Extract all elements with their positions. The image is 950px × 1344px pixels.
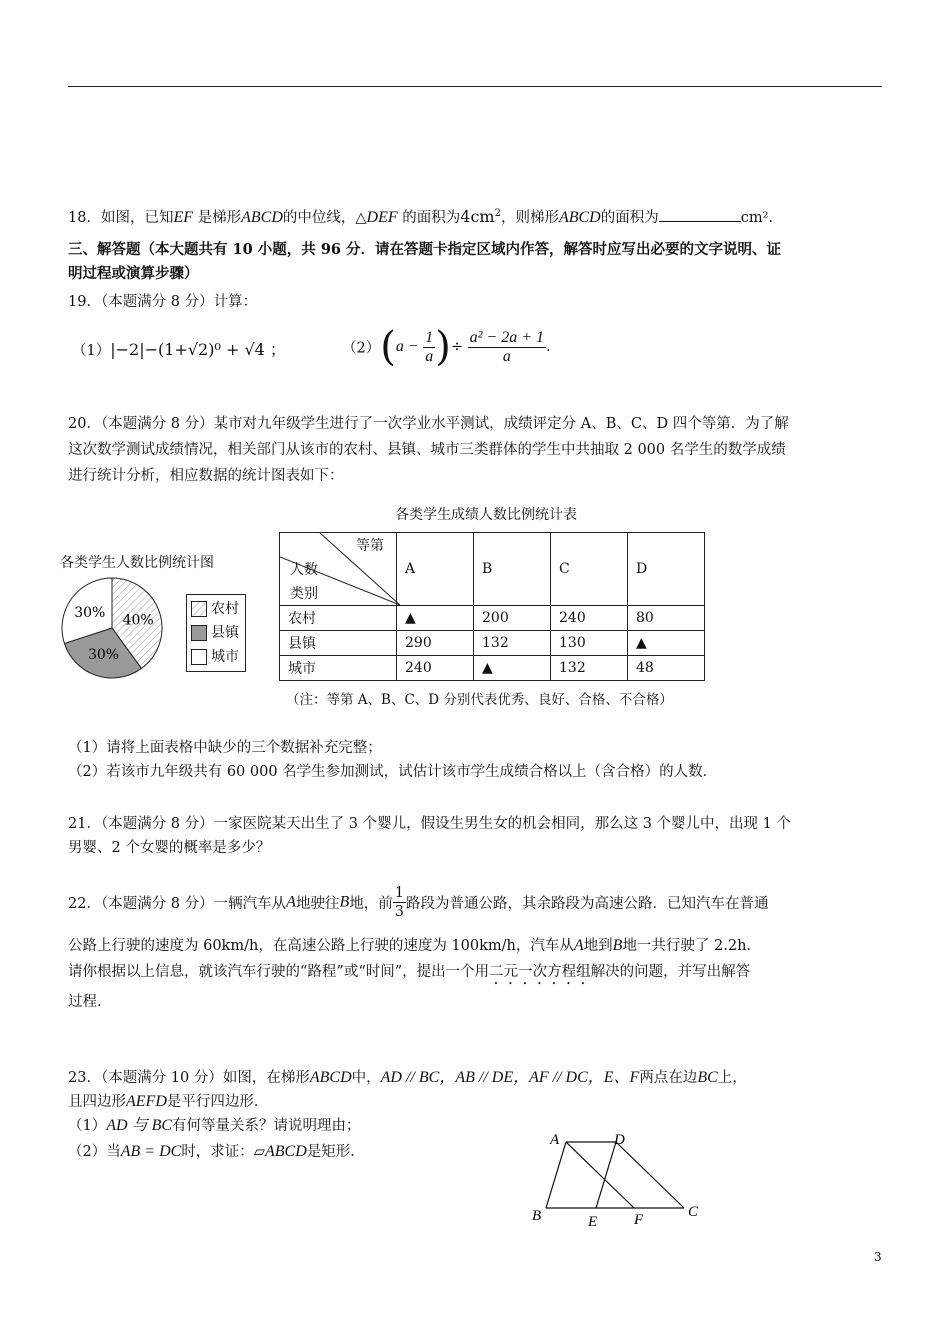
q22-line-3 xyxy=(68,962,750,988)
table-cell: 132 xyxy=(551,656,628,681)
q22-text-d: 路段为普通公路，其余路段为高速公路．已知汽车在普通 xyxy=(405,896,769,912)
table-cell: ▲ xyxy=(397,606,474,631)
q22-text-c: 地，前 xyxy=(349,896,393,912)
pie-title: 各类学生人数比例统计图 xyxy=(60,555,214,571)
pie-label-1: 30% xyxy=(87,647,120,664)
q23-aefd: AEFD xyxy=(126,1093,167,1110)
header-rule xyxy=(68,86,882,87)
q19-lparen: ( xyxy=(380,324,396,370)
q19-frac2-den: a xyxy=(502,347,511,365)
table-cell: 130 xyxy=(551,631,628,656)
q22-point-b-2: B xyxy=(612,937,623,954)
q23-text-b: 中， xyxy=(351,1070,381,1086)
q23-abcd: ABCD xyxy=(309,1069,352,1086)
q22-point-a-2: A xyxy=(573,937,584,954)
q19-part1-expr: |−2|−(1+√2)⁰ + √4 ； xyxy=(110,340,286,359)
legend-swatch-white xyxy=(191,649,207,665)
table-cell: 132 xyxy=(474,631,551,656)
q23-line-2 xyxy=(68,1092,268,1112)
q22-text-i: 解决的问题，并写出解答 xyxy=(590,964,751,980)
q23-text-e: 且四边形 xyxy=(68,1094,126,1110)
q22-line-4: 过程． xyxy=(68,994,112,1010)
table-header-diagonal xyxy=(280,533,397,606)
fig-label-f: F xyxy=(634,1212,644,1228)
q20-sub-2: （2）若该市九年级共有 60 000 名学生参加测试，试估计该市学生成绩合格以上（含合格）的人数． xyxy=(68,764,718,780)
q19-frac-2 xyxy=(468,329,546,366)
q19-part1-label: （1） xyxy=(72,343,111,359)
q23-line-1 xyxy=(68,1068,747,1088)
legend-label-city: 城市 xyxy=(211,649,239,665)
q19-end: . xyxy=(546,339,551,355)
table-row xyxy=(280,606,705,631)
q22-text-g: 地一共行驶了 2.2h． xyxy=(622,938,761,954)
parallelogram-symbol: ▱ xyxy=(253,1144,265,1160)
row-label: 县镇 xyxy=(280,631,397,656)
pie-label-2: 30% xyxy=(74,604,106,621)
q20-line-2: 这次数学测试成绩情况，相关部门从该市的农村、县镇、城市三类群体的学生中共抽取 2 000 名学生的数学成绩 xyxy=(68,442,786,458)
segment-af xyxy=(566,1142,634,1208)
header-grade: 等第 xyxy=(356,538,384,554)
q22-line-1 xyxy=(68,884,768,921)
q22-fraction xyxy=(393,884,406,921)
q22-text-h: 请你根据以上信息，就该汽车行驶的“路程”或“时间”，提出一个用 xyxy=(68,964,490,980)
legend-label-county: 县镇 xyxy=(211,625,239,641)
q19-part2-label: （2） xyxy=(342,340,381,357)
page-number: 3 xyxy=(874,1250,882,1264)
q18-area: 4cm xyxy=(460,206,495,226)
q22-frac-num: 1 xyxy=(394,885,404,901)
q23-text-a: 23．（本题满分 10 分）如图，在梯形 xyxy=(68,1070,310,1086)
q23-conditions: AD // BC，AB // DE，AF // DC，E、F xyxy=(380,1069,640,1086)
q21-line-1: 21．（本题满分 8 分）一家医院某天出生了 3 个婴儿，假设生男生女的机会相同，那么这 3 个婴儿中，出现 1 个 xyxy=(68,816,791,832)
segment-dc xyxy=(616,1142,684,1208)
col-header-a: A xyxy=(397,533,474,606)
q23-text-f: 是平行四边形． xyxy=(166,1094,269,1110)
answer-blank[interactable] xyxy=(659,207,741,222)
q20-line-1: 20．（本题满分 8 分）某市对九年级学生进行了一次学业水平测试，成绩评定分 A、B、C、D 四个等第．为了解 xyxy=(68,416,789,432)
table-cell: 240 xyxy=(551,606,628,631)
fig-label-b: B xyxy=(532,1208,542,1224)
q19-a: a − xyxy=(395,338,419,355)
row-label: 农村 xyxy=(280,606,397,631)
q23-sub2-end: 是矩形． xyxy=(306,1144,365,1160)
q23-sub2-text: 时，求证： xyxy=(181,1144,254,1160)
fig-label-d: D xyxy=(614,1132,625,1148)
table-cell: 48 xyxy=(628,656,705,681)
q21-line-2: 男婴、2 个女婴的概率是多少？ xyxy=(68,840,271,856)
table-cell: 200 xyxy=(474,606,551,631)
triangle-symbol: △ xyxy=(355,209,367,226)
q22-text-e: 公路上行驶的速度为 60km/h，在高速公路上行驶的速度为 100km/h，汽车从 xyxy=(68,938,574,954)
trapezoid-figure xyxy=(528,1126,718,1232)
q18-text-e: ，则梯形 xyxy=(500,209,559,226)
q22-text-f: 地到 xyxy=(583,938,613,954)
table-note: （注：等第 A、B、C、D 分别代表优秀、良好、合格、不合格） xyxy=(286,692,673,708)
table-row xyxy=(280,631,705,656)
q18-text-d: 的面积为 xyxy=(402,209,461,226)
col-header-b: B xyxy=(474,533,551,606)
q18-text-f: 的面积为 xyxy=(600,209,659,226)
q22-text-a: 22．（本题满分 8 分）一辆汽车从 xyxy=(68,896,287,912)
table-cell: 290 xyxy=(397,631,474,656)
q19-frac1-den: a xyxy=(425,347,434,365)
table-cell: 80 xyxy=(628,606,705,631)
q23-sub1-text: 有何等量关系？请说明理由； xyxy=(172,1118,361,1134)
question-19-title: 19．（本题满分 8 分）计算： xyxy=(68,294,258,310)
table-cell: 240 xyxy=(397,656,474,681)
pie-chart xyxy=(60,576,164,680)
q23-text-c: 两点在边 xyxy=(639,1070,698,1086)
q22-emphasis: 二元一次方程组 xyxy=(489,964,591,980)
q18-text-b: 是梯形 xyxy=(197,209,242,226)
q20-sub-1: （1）请将上面表格中缺少的三个数据补充完整； xyxy=(68,740,382,756)
q18-unit: cm². xyxy=(740,209,774,226)
q19-frac2-num: a² − 2a + 1 xyxy=(469,328,545,346)
q18-abcd-2: ABCD xyxy=(558,208,601,226)
legend-label-rural: 农村 xyxy=(211,601,239,617)
pie-label-0: 40% xyxy=(122,612,154,629)
q19-rparen: ) xyxy=(435,324,451,370)
q18-abcd: ABCD xyxy=(241,208,283,226)
legend-swatch-hatched xyxy=(191,601,207,617)
q23-bc: BC xyxy=(697,1069,718,1086)
table-cell: ▲ xyxy=(474,656,551,681)
q18-ef: EF xyxy=(173,208,193,226)
q23-sub2-label: （2）当 xyxy=(68,1144,121,1160)
q23-text-d: 上， xyxy=(717,1070,747,1086)
header-count: 人数 xyxy=(290,562,318,578)
q23-sub2-math: AB = DC xyxy=(120,1143,182,1160)
q23-sub1-label: （1） xyxy=(68,1118,107,1134)
q19-part1 xyxy=(72,337,286,360)
q23-sub1-math: AD 与 BC xyxy=(106,1117,173,1134)
q18-def: DEF xyxy=(366,208,398,226)
q18-text: 18．如图，已知 xyxy=(68,209,174,226)
q22-line-2 xyxy=(68,936,761,956)
q20-line-3: 进行统计分析，相应数据的统计图表如下： xyxy=(68,468,344,484)
segment-ab xyxy=(546,1142,566,1208)
q22-point-a: A xyxy=(286,893,296,911)
col-header-d: D xyxy=(628,533,705,606)
q19-part2 xyxy=(342,324,551,370)
table-row xyxy=(280,656,705,681)
q23-sub2-abcd: ABCD xyxy=(264,1143,307,1160)
segment-de xyxy=(596,1142,616,1208)
stat-table xyxy=(279,532,705,681)
fig-label-c: C xyxy=(688,1204,699,1220)
section-3-heading-cont: 明过程或演算步骤） xyxy=(68,265,199,282)
q22-frac-den: 3 xyxy=(394,904,404,920)
q19-frac-1 xyxy=(423,329,435,366)
fig-label-e: E xyxy=(588,1214,598,1230)
header-category: 类别 xyxy=(290,586,318,602)
q19-frac1-num: 1 xyxy=(425,328,434,346)
legend-swatch-gray xyxy=(191,625,207,641)
section-3-heading: 三、解答题（本大题共有 10 小题，共 96 分．请在答题卡指定区域内作答，解答时应写出必要的文字说明、证 xyxy=(68,241,782,258)
col-header-c: C xyxy=(551,533,628,606)
table-cell: ▲ xyxy=(628,631,705,656)
q23-sub-2 xyxy=(68,1142,365,1162)
q22-text-b: 地驶往 xyxy=(295,896,340,912)
pie-legend xyxy=(186,594,246,672)
q19-div: ÷ xyxy=(450,339,464,355)
q22-point-b: B xyxy=(339,893,350,911)
fig-label-a: A xyxy=(550,1132,560,1148)
q18-sup: 2 xyxy=(494,208,501,219)
q23-sub-1 xyxy=(68,1116,361,1136)
table-title: 各类学生成绩人数比例统计表 xyxy=(395,507,577,523)
question-18 xyxy=(68,204,773,228)
q18-text-c: 的中位线， xyxy=(282,209,356,226)
row-label: 城市 xyxy=(280,656,397,681)
